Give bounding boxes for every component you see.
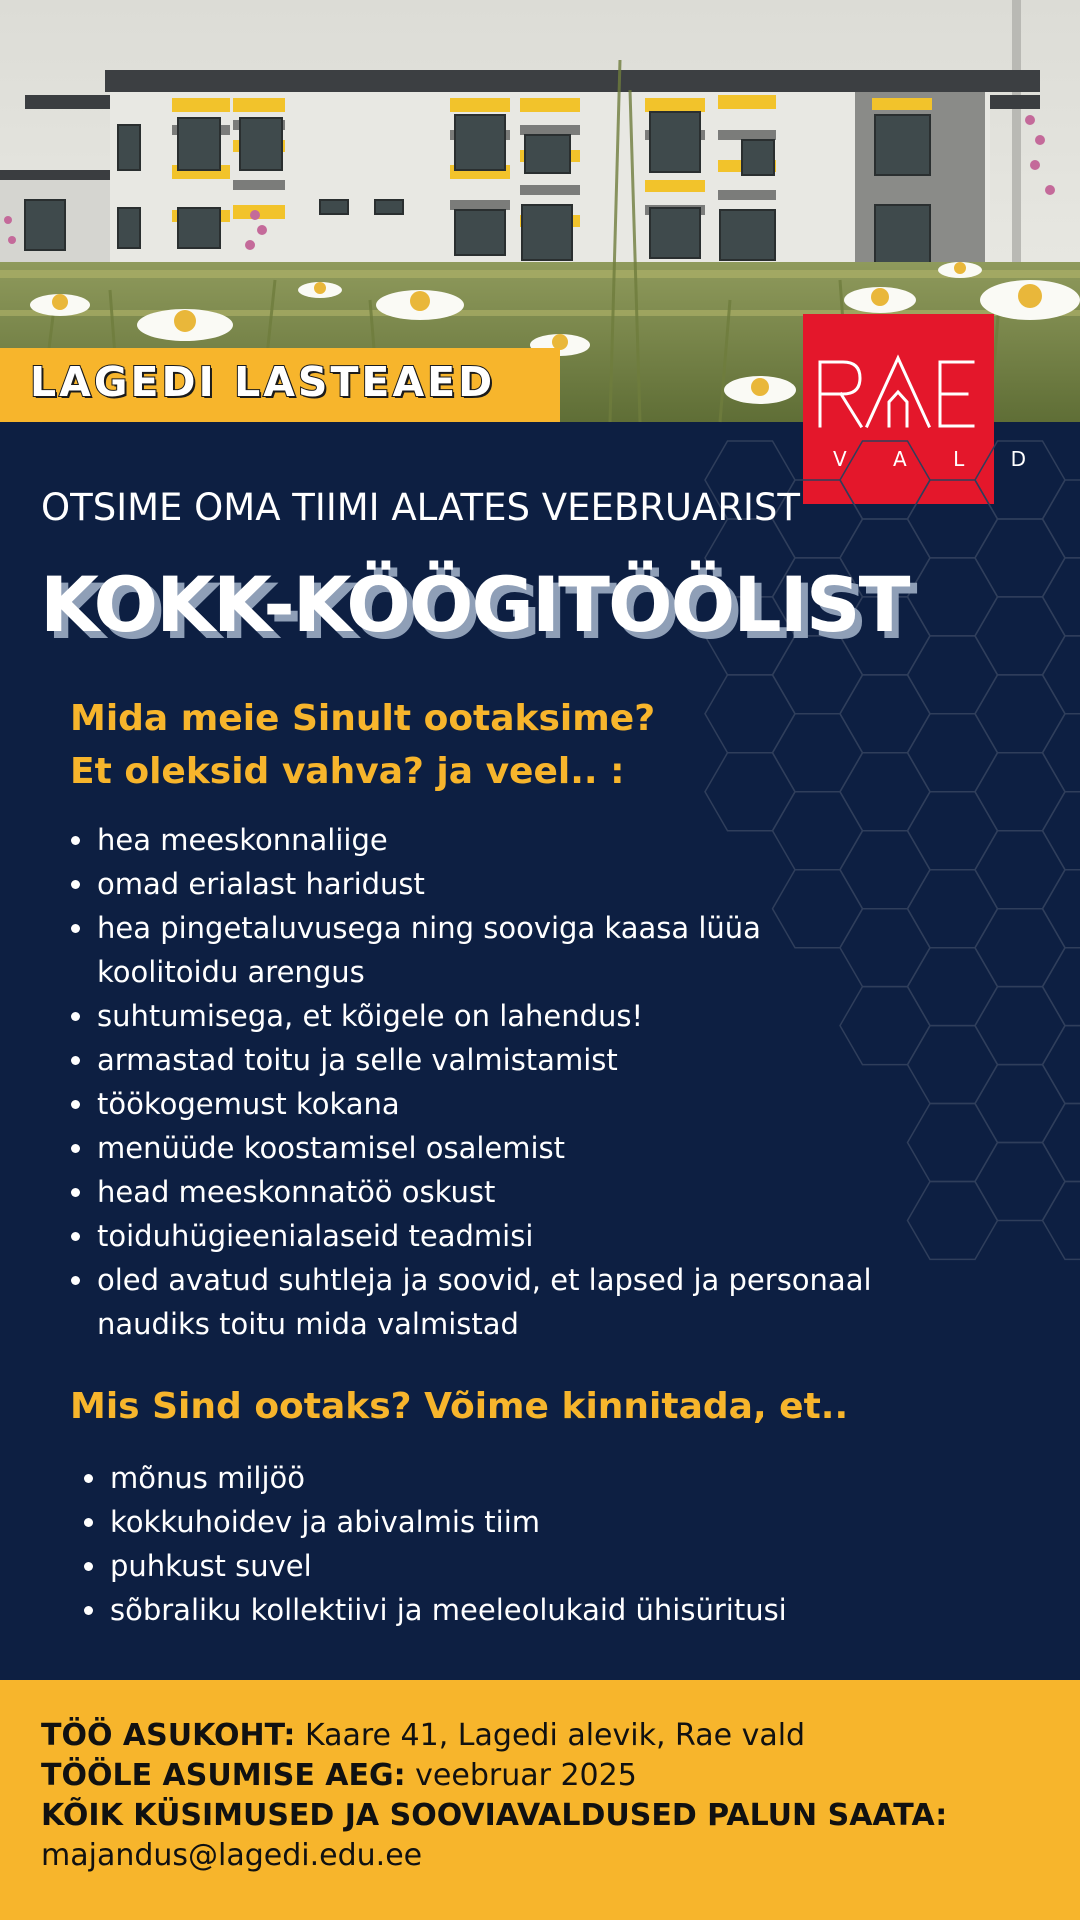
list-item: hea meeskonnaliige — [97, 818, 872, 862]
hexagon-shape — [908, 636, 998, 714]
benefits-heading: Mis Sind ootaks? Võime kinnitada, et.. — [70, 1386, 849, 1427]
hexagon-shape — [975, 675, 1065, 753]
hexagon-shape — [975, 831, 1065, 909]
hexagon-shape — [908, 480, 998, 558]
contact-footer — [0, 1680, 1080, 1920]
hexagon-shape — [773, 714, 863, 792]
list-item: menüüde koostamisel osalemist — [97, 1126, 872, 1170]
location-line: TÖÖ ASUKOHT: Kaare 41, Lagedi alevik, Rae vald — [41, 1718, 806, 1753]
hexagon-shape — [1043, 870, 1080, 948]
list-item: omad erialast haridust — [97, 862, 872, 906]
list-item: head meeskonnatöö oskust — [97, 1170, 872, 1214]
list-item: kokkuhoidev ja abivalmis tiim — [110, 1500, 787, 1544]
benefits-list — [110, 1456, 787, 1632]
kindergarten-banner — [0, 348, 560, 422]
hexagon-shape — [1043, 714, 1080, 792]
hexagon-shape — [840, 675, 930, 753]
list-item: armastad toitu ja selle valmistamist — [97, 1038, 872, 1082]
rae-vald-logo — [803, 314, 1046, 504]
requirements-list — [97, 818, 872, 1346]
list-item: suhtumisega, et kõigele on lahendus! — [97, 994, 872, 1038]
hexagon-shape — [1043, 1026, 1080, 1104]
list-item: hea pingetaluvusega ning sooviga kaasa lüüa koolitoidu arengus — [97, 906, 872, 994]
hexagon-shape — [908, 714, 998, 792]
hexagon-shape — [975, 597, 1065, 675]
hexagon-shape — [1043, 792, 1080, 870]
hexagon-shape — [1043, 480, 1080, 558]
hexagon-shape — [908, 558, 998, 636]
list-item: sõbraliku kollektiivi ja meeleolukaid ühisüritusi — [110, 1588, 787, 1632]
contact-email[interactable]: majandus@lagedi.edu.ee — [41, 1838, 423, 1873]
list-item: toiduhügieenialaseid teadmisi — [97, 1214, 872, 1258]
hexagon-shape — [908, 870, 998, 948]
requirements-heading-line2: Et oleksid vahva? ja veel.. : — [70, 751, 625, 792]
hexagon-shape — [908, 948, 998, 1026]
logo-vald-text: V A L D — [833, 447, 1046, 471]
hexagon-shape — [908, 1182, 998, 1260]
hexagon-shape — [705, 675, 795, 753]
hexagon-shape — [1043, 948, 1080, 1026]
hexagon-shape — [975, 909, 1065, 987]
hexagon-shape — [975, 753, 1065, 831]
hexagon-shape — [1043, 636, 1080, 714]
requirements-heading-line1: Mida meie Sinult ootaksime? — [70, 698, 656, 739]
job-title: KOKK-KÖÖGITÖÖLIST — [40, 560, 909, 649]
list-item: mõnus miljöö — [110, 1456, 787, 1500]
list-item: oled avatud suhtleja ja soovid, et lapsed ja personaal naudiks toitu mida valmistad — [97, 1258, 872, 1346]
hexagon-shape — [1043, 558, 1080, 636]
list-item: töökogemust kokana — [97, 1082, 872, 1126]
hexagon-shape — [975, 519, 1065, 597]
hexagon-shape — [1043, 1182, 1080, 1260]
hexagon-shape — [975, 1143, 1065, 1221]
list-item: puhkust suvel — [110, 1544, 787, 1588]
hexagon-shape — [908, 792, 998, 870]
hexagon-shape — [975, 1065, 1065, 1143]
hexagon-shape — [975, 987, 1065, 1065]
hexagon-shape — [908, 1026, 998, 1104]
requirements-heading — [70, 692, 655, 798]
hexagon-shape — [908, 1104, 998, 1182]
start-date-line: TÖÖLE ASUMISE AEG: veebruar 2025 — [41, 1758, 637, 1793]
contact-line: KÕIK KÜSIMUSED JA SOOVIAVALDUSED PALUN SAATA: — [41, 1798, 948, 1833]
kindergarten-name: LAGEDI LASTEAED — [30, 358, 496, 406]
subheading: OTSIME OMA TIIMI ALATES VEEBRUARIST — [41, 486, 801, 529]
hexagon-shape — [1043, 1104, 1080, 1182]
